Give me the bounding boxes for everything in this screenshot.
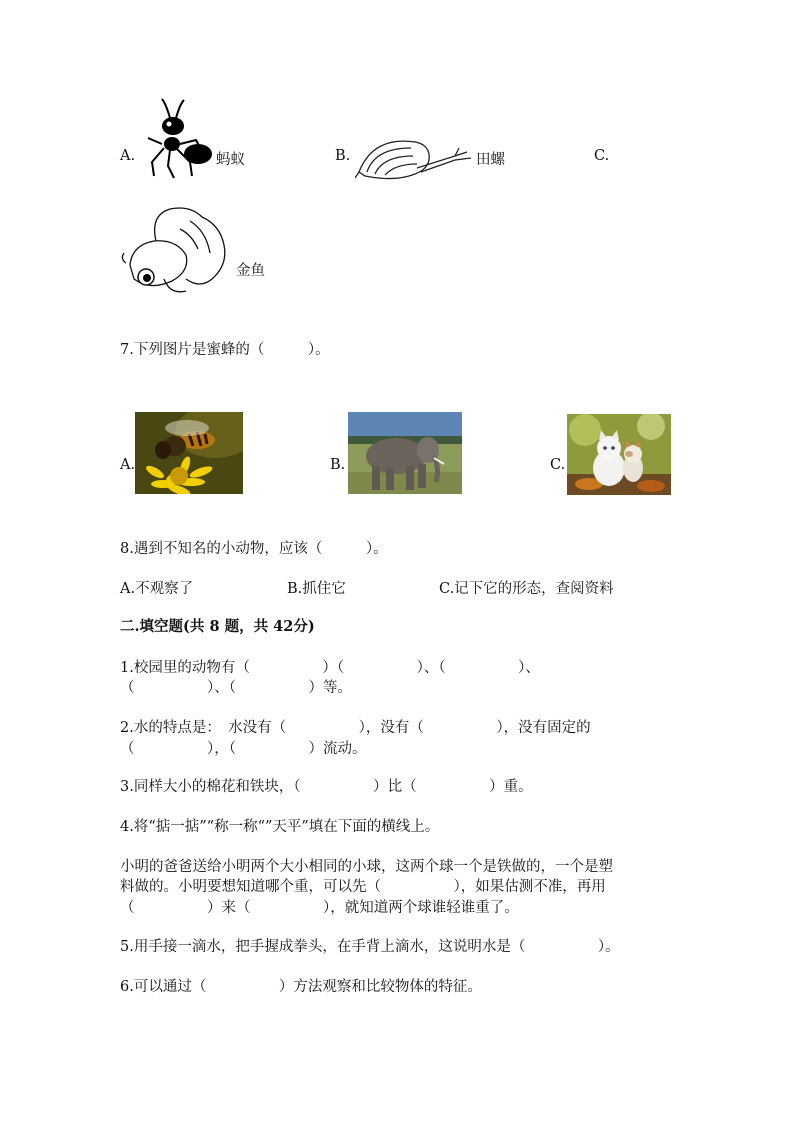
question-8: 8.遇到不知名的小动物，应该（ ）。: [120, 541, 388, 557]
snail-image: [355, 128, 473, 184]
fill-q2-line2: （ ），（ ）流动。: [120, 741, 367, 757]
fill-q1-line1: 1.校园里的动物有（ ）（ ）、（ ）、: [120, 660, 540, 676]
cats-photo: [567, 414, 671, 495]
fill-q5: 5.用手接一滴水，把手握成拳头，在手背上滴水，这说明水是（ ）。: [120, 939, 620, 955]
fill-q4-para-line2: 料做的。小明要想知道哪个重，可以先（ ），如果估测不准，再用: [120, 879, 606, 895]
ant-image: [140, 96, 216, 182]
fill-q6: 6.可以通过（ ）方法观察和比较物体的特征。: [120, 979, 482, 995]
elephant-photo: [348, 412, 462, 494]
fill-q1-line2: （ ）、（ ）等。: [120, 680, 352, 696]
q7-option-c-letter: C.: [550, 457, 566, 473]
q8-option-b: B.抓住它: [287, 581, 346, 597]
option-c-label: 金鱼: [236, 263, 265, 279]
fill-q4-para-line3: （ ）来（ ），就知道两个球谁轻谁重了。: [120, 900, 519, 916]
option-b-letter: B.: [335, 148, 351, 164]
fill-q4-para-line1: 小明的爸爸送给小明两个大小相同的小球，这两个球一个是铁做的，一个是塑: [120, 859, 613, 875]
option-b-label: 田螺: [476, 152, 505, 168]
question-7: 7.下列图片是蜜蜂的（ ）。: [120, 342, 330, 358]
q7-option-b-letter: B.: [330, 457, 346, 473]
fill-q2-line1: 2.水的特点是： 水没有（ ），没有（ ），没有固定的: [120, 720, 591, 736]
goldfish-image: [120, 205, 232, 297]
option-a-label: 蚂蚁: [216, 152, 245, 168]
q7-option-a-letter: A.: [120, 457, 136, 473]
q8-option-a: A.不观察了: [120, 581, 194, 597]
option-a-letter: A.: [120, 148, 136, 164]
q8-option-c: C.记下它的形态，查阅资料: [439, 581, 614, 597]
section-title: 二.填空题(共 8 题，共 42分): [120, 618, 315, 635]
fill-q3: 3.同样大小的棉花和铁块，（ ）比（ ）重。: [120, 779, 533, 795]
bee-photo: [135, 412, 243, 494]
option-c-letter: C.: [594, 148, 610, 164]
fill-q4: 4.将“掂一掂”“称一称“”天平”填在下面的横线上。: [120, 819, 440, 835]
